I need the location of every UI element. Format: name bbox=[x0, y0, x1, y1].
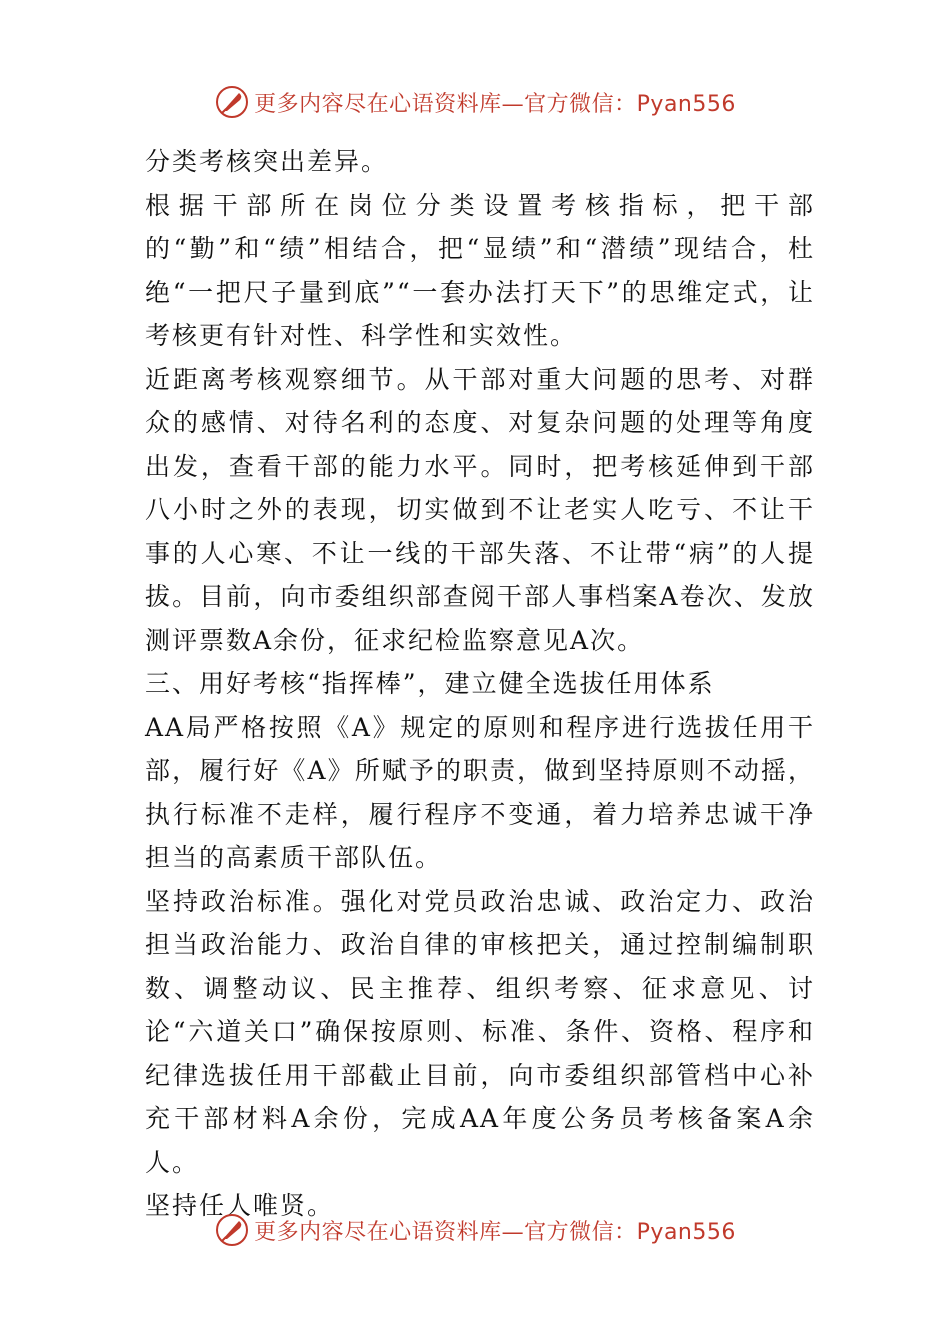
document-body bbox=[145, 140, 815, 1228]
watermark-handle: Pyan556 bbox=[636, 1219, 736, 1245]
watermark-text bbox=[254, 87, 736, 118]
paragraph: 近距离考核观察细节。从干部对重大问题的思考、对群众的感情、对待名利的态度、对复杂问题的处理等角度出发，查看干部的能力水平。同时，把考核延伸到干部八小时之外的表现，切实做到不让老实人吃亏、不让干事的人心寒、不让一线的干部失落、不让带“病”的人提拔。目前，向市委组织部查阅干部人事档案A卷次、发放测评票数A余份，征求纪检监察意见A次。 bbox=[145, 364, 815, 655]
paragraph: 分类考核突出差异。 bbox=[145, 147, 389, 176]
watermark-text bbox=[254, 1215, 736, 1246]
footer-watermark bbox=[0, 1210, 950, 1250]
watermark-handle: Pyan556 bbox=[636, 91, 736, 117]
paragraph: AA局严格按照《A》规定的原则和程序进行选拔任用干部，履行好《A》所赋予的职责，做到坚持原则不动摇，执行标准不走样，履行程序不变通，着力培养忠诚干净担当的高素质干部队伍。 bbox=[145, 712, 815, 872]
paragraph: 坚持任人唯贤。 bbox=[145, 1191, 335, 1220]
quill-logo-icon bbox=[214, 1212, 250, 1248]
header-watermark bbox=[0, 82, 950, 122]
section-heading: 三、用好考核“指挥棒”，建立健全选拔任用体系 bbox=[145, 669, 715, 698]
watermark-label: 更多内容尽在心语资料库—官方微信： bbox=[254, 1219, 637, 1245]
paragraph: 根据干部所在岗位分类设置考核指标，把干部的“勤”和“绩”相结合，把“显绩”和“潜绩”现结合，杜绝“一把尺子量到底”“一套办法打天下”的思维定式，让考核更有针对性、科学性和实效性。 bbox=[145, 190, 815, 350]
paragraph: 坚持政治标准。强化对党员政治忠诚、政治定力、政治担当政治能力、政治自律的审核把关，通过控制编制职数、调整动议、民主推荐、组织考察、征求意见、讨论“六道关口”确保按原则、标准、条件、资格、程序和纪律选拔任用干部截止目前，向市委组织部管档中心补充干部材料A余份，完成AA年度公务员考核备案A余人。 bbox=[145, 886, 815, 1177]
watermark-label: 更多内容尽在心语资料库—官方微信： bbox=[254, 91, 637, 117]
quill-logo-icon bbox=[214, 84, 250, 120]
